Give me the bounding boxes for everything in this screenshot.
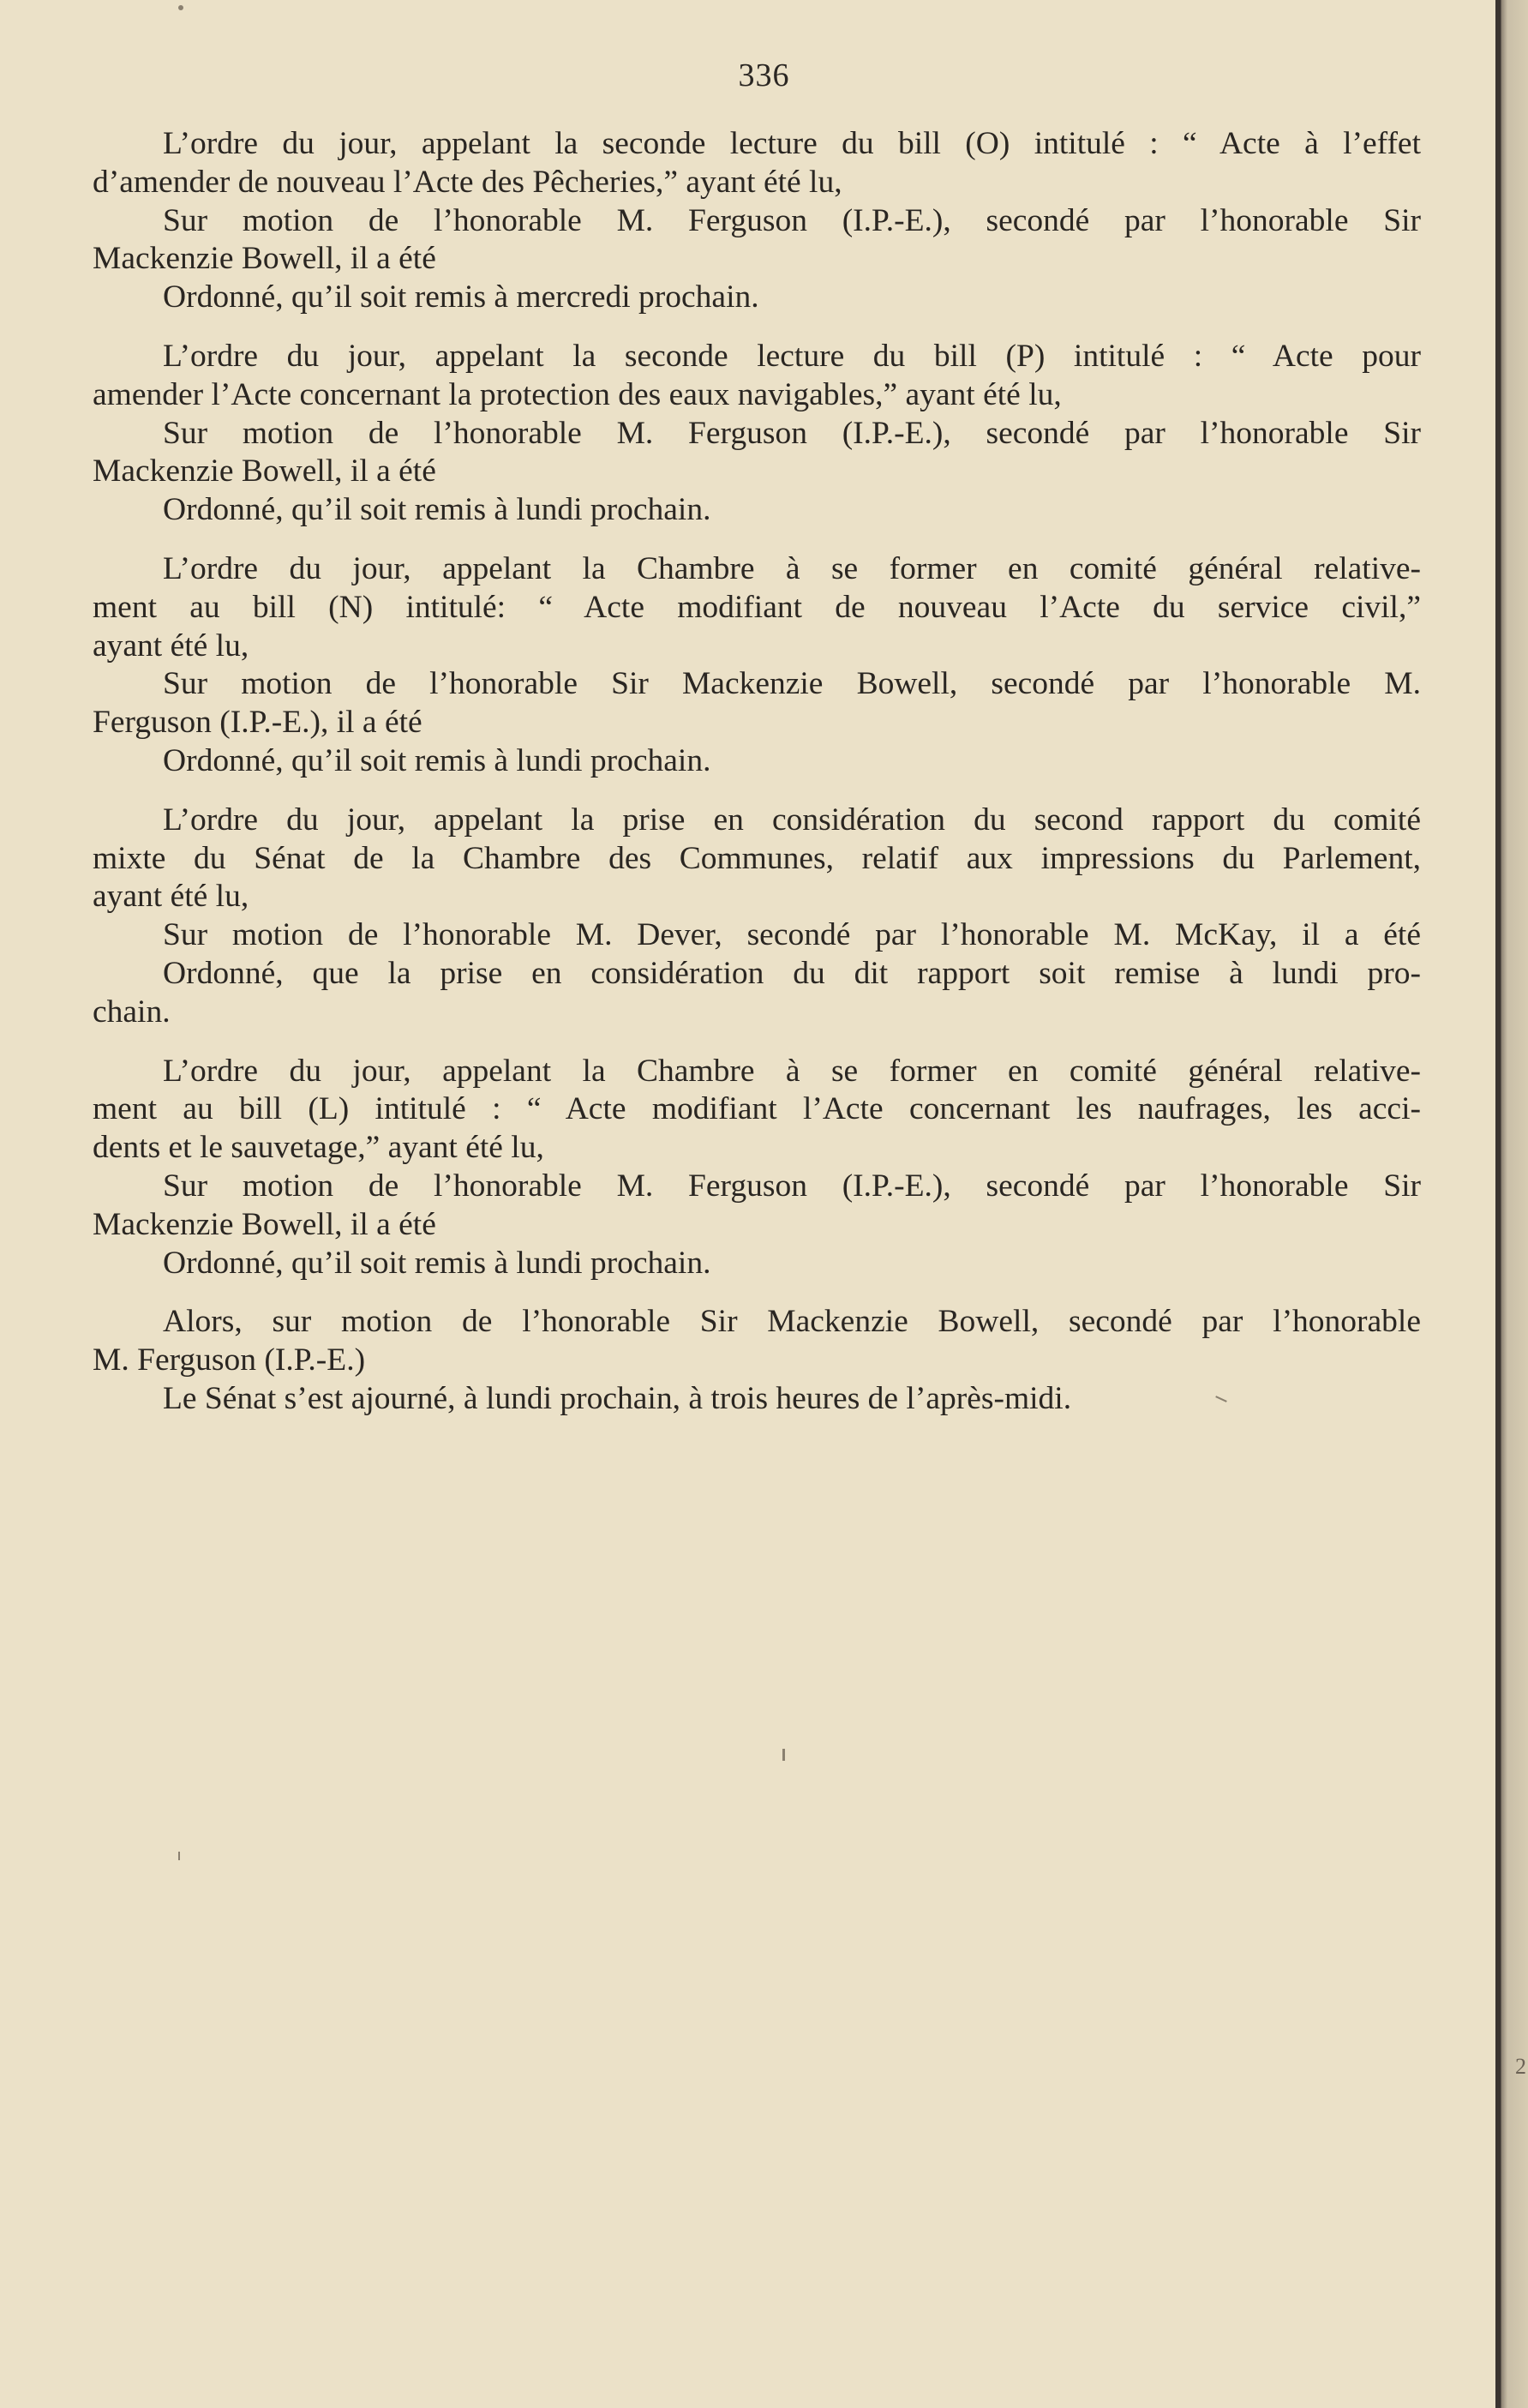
text-line: L’ordre du jour, appelant la Chambre à se former en comité général relative- xyxy=(163,550,1421,586)
text-line: ayant été lu, xyxy=(93,628,249,664)
margin-mark: 2 xyxy=(1515,2054,1526,2079)
text-line: ment au bill (L) intitulé : “ Acte modifiant l’Acte concernant les naufrages, les acci- xyxy=(93,1091,1421,1127)
text-line: amender l’Acte concernant la protection des eaux navigables,” ayant été lu, xyxy=(93,376,1062,412)
body-text xyxy=(93,125,1421,1439)
text-line: Ordonné, qu’il soit remis à lundi prochain. xyxy=(163,742,711,778)
text-line: Sur motion de l’honorable M. Ferguson (I.P.-E.), secondé par l’honorable Sir xyxy=(163,1168,1421,1204)
paragraph-bill-l xyxy=(93,1053,1421,1283)
text-line: Mackenzie Bowell, il a été xyxy=(93,1206,436,1242)
ink-speck xyxy=(782,1749,785,1761)
text-line: Sur motion de l’honorable M. Ferguson (I.P.-E.), secondé par l’honorable Sir xyxy=(163,202,1421,238)
paragraph-rapport xyxy=(93,802,1421,1032)
text-line: Ferguson (I.P.-E.), il a été xyxy=(93,705,422,741)
text-line: chain. xyxy=(93,994,171,1030)
text-line: Le Sénat s’est ajourné, à lundi prochain, à trois heures de l’après-midi. xyxy=(163,1380,1072,1416)
text-line: Ordonné, qu’il soit remis à mercredi prochain. xyxy=(163,279,759,315)
text-line: Sur motion de l’honorable M. Dever, secondé par l’honorable M. McKay, il a été xyxy=(163,917,1421,953)
text-line: mixte du Sénat de la Chambre des Communes, relatif aux impressions du Parlement, xyxy=(93,840,1421,876)
paragraph-bill-n xyxy=(93,550,1421,781)
text-line: dents et le sauvetage,” ayant été lu, xyxy=(93,1130,544,1166)
text-line: L’ordre du jour, appelant la Chambre à se former en comité général relative- xyxy=(163,1053,1421,1089)
paragraph-bill-p xyxy=(93,338,1421,530)
text-line: ayant été lu, xyxy=(93,879,249,915)
paragraph-adjournment xyxy=(93,1303,1421,1418)
text-line: d’amender de nouveau l’Acte des Pêcheries,” ayant été lu, xyxy=(93,164,842,200)
text-line: Sur motion de l’honorable Sir Mackenzie Bowell, secondé par l’honorable M. xyxy=(163,666,1421,702)
text-line: L’ordre du jour, appelant la seconde lecture du bill (O) intitulé : “ Acte à l’effet xyxy=(163,126,1421,161)
binding-edge xyxy=(1495,0,1528,2408)
text-line: L’ordre du jour, appelant la prise en considération du second rapport du comité xyxy=(163,802,1421,838)
text-line: ment au bill (N) intitulé: “ Acte modifiant de nouveau l’Acte du service civil,” xyxy=(93,589,1421,625)
page-number: 336 xyxy=(738,57,790,93)
text-line: Alors, sur motion de l’honorable Sir Mackenzie Bowell, secondé par l’honorable xyxy=(163,1304,1421,1340)
paragraph-bill-o xyxy=(93,125,1421,317)
text-line: Ordonné, qu’il soit remis à lundi prochain. xyxy=(163,492,711,528)
text-line: L’ordre du jour, appelant la seconde lecture du bill (P) intitulé : “ Acte pour xyxy=(163,338,1421,374)
text-line: Sur motion de l’honorable M. Ferguson (I.P.-E.), secondé par l’honorable Sir xyxy=(163,415,1421,451)
text-line: Mackenzie Bowell, il a été xyxy=(93,453,436,489)
text-line: M. Ferguson (I.P.-E.) xyxy=(93,1342,366,1378)
ink-speck xyxy=(178,5,183,10)
ink-speck xyxy=(178,1852,180,1860)
text-line: Ordonné, que la prise en considération du dit rapport soit remise à lundi pro- xyxy=(163,955,1421,991)
text-line: Mackenzie Bowell, il a été xyxy=(93,241,436,277)
text-line: Ordonné, qu’il soit remis à lundi prochain. xyxy=(163,1245,711,1281)
